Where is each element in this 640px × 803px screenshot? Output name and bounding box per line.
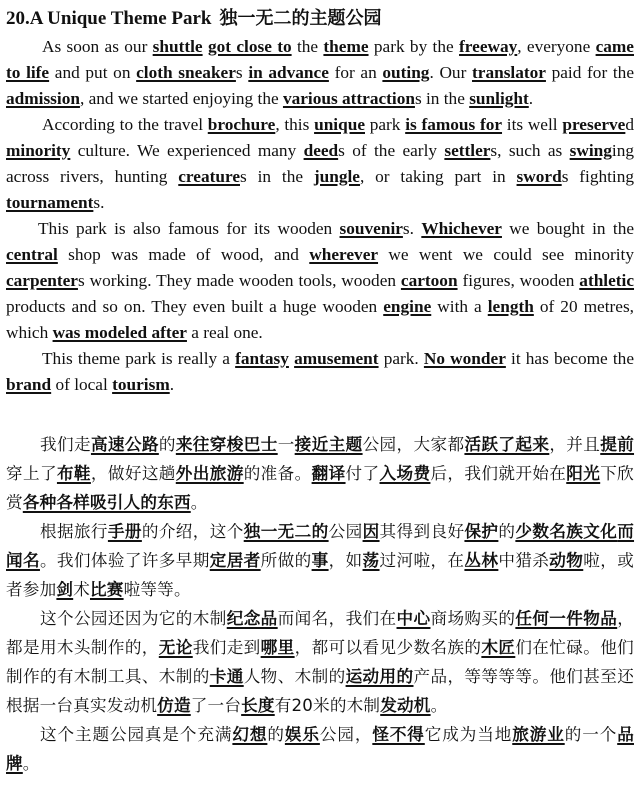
vocabulary-term: 纪念品: [226, 609, 278, 628]
vocabulary-term: minority: [6, 141, 71, 160]
body-text: park: [365, 115, 406, 134]
body-text: 而闻名，我们在: [277, 609, 397, 628]
body-text: s, such as: [490, 141, 570, 160]
body-text: of local: [51, 375, 113, 394]
english-paragraph-3: [6, 216, 634, 346]
vocabulary-term: 事: [311, 551, 329, 570]
body-text: 付了: [345, 464, 380, 483]
vocabulary-term: 而闻名: [6, 522, 635, 570]
vocabulary-term: 中心: [396, 609, 431, 628]
vocabulary-term: 阳光: [566, 464, 601, 483]
body-text: 的准备。: [243, 464, 312, 483]
vocabulary-term: various attraction: [282, 89, 415, 108]
body-text: figures, wooden: [457, 271, 580, 290]
vocabulary-term: central: [6, 245, 58, 264]
body-text: 公园，: [319, 725, 373, 744]
vocabulary-term: 木匠: [481, 638, 516, 657]
vocabulary-term: 卡通: [209, 667, 244, 686]
body-text: ，并且: [549, 435, 601, 454]
body-text: park by the: [368, 37, 460, 56]
vocabulary-term: sword: [516, 167, 562, 186]
vocabulary-term: 荡: [362, 551, 380, 570]
body-text: s in the: [414, 89, 470, 108]
vocabulary-term: freeway: [459, 37, 518, 56]
body-text: 。: [22, 754, 40, 773]
body-text: s of the early: [338, 141, 445, 160]
vocabulary-term: 动物: [549, 551, 584, 570]
body-text: According to the travel: [42, 115, 208, 134]
body-text: 人物、木制的: [243, 667, 346, 686]
vocabulary-term: tourism: [112, 375, 170, 394]
body-text: 的: [267, 725, 285, 744]
english-passage: [6, 34, 634, 398]
body-text: 了一台: [190, 696, 242, 715]
body-text: 啦，或者参加: [6, 551, 634, 599]
section-gap: [6, 398, 634, 430]
body-text: ，如: [328, 551, 363, 570]
body-text: s in the: [240, 167, 314, 186]
vocabulary-term: 无论: [158, 638, 193, 657]
body-text: s.: [93, 193, 105, 212]
body-text: .: [169, 375, 175, 394]
vocabulary-term: settler: [444, 141, 491, 160]
title-english: 20.A Unique Theme Park: [6, 8, 212, 29]
body-text: 它成为当地: [424, 725, 513, 744]
body-text: , and we started enjoying the: [79, 89, 283, 108]
body-text: .: [528, 89, 534, 108]
body-text: paid for the: [545, 63, 634, 82]
body-text: 商场购买的: [430, 609, 516, 628]
body-text: As soon as our: [42, 37, 153, 56]
vocabulary-term: outing: [382, 63, 430, 82]
body-text: 。我们体验了许多早期: [39, 551, 210, 570]
body-text: , this: [275, 115, 315, 134]
body-text: 啦等等。: [123, 580, 191, 599]
vocabulary-term: wherever: [309, 245, 379, 264]
vocabulary-term: athletic: [579, 271, 635, 290]
body-text: products and so on. They even built a huge wooden: [6, 297, 384, 316]
vocabulary-term: 比赛: [89, 580, 124, 599]
vocabulary-term: 高速公路: [90, 435, 159, 454]
vocabulary-term: engine: [383, 297, 432, 316]
vocabulary-term: 接近主题: [294, 435, 363, 454]
vocabulary-term: cartoon: [400, 271, 458, 290]
body-text: we bought in the: [501, 219, 635, 238]
vocabulary-term: swing: [569, 141, 612, 160]
vocabulary-term: 布鞋: [56, 464, 91, 483]
vocabulary-term: 定居者: [209, 551, 261, 570]
vocabulary-term: admission: [6, 89, 80, 108]
vocabulary-term: 手册: [107, 522, 142, 541]
vocabulary-term: fantasy: [235, 349, 289, 368]
body-text: 公园: [328, 522, 363, 541]
vocabulary-term: is famous for: [405, 115, 503, 134]
body-text: 其得到良好: [379, 522, 465, 541]
vocabulary-term: shuttle: [152, 37, 203, 56]
vocabulary-term: carpenter: [6, 271, 78, 290]
body-text: of 20 metres, which: [6, 297, 634, 342]
body-text: the: [291, 37, 324, 56]
chinese-paragraph-4: [6, 720, 634, 778]
vocabulary-term: 哪里: [260, 638, 295, 657]
vocabulary-term: 剑: [56, 580, 74, 599]
vocabulary-term: 来往穿梭巴士: [175, 435, 278, 454]
vocabulary-term: 少数名族文化: [515, 522, 618, 541]
vocabulary-term: 丛林: [464, 551, 499, 570]
body-text: 这个公园还因为它的木制: [40, 609, 227, 628]
vocabulary-term: creature: [178, 167, 240, 186]
body-text: its well: [502, 115, 563, 134]
body-text: 的一个: [564, 725, 618, 744]
vocabulary-term: 各种各样吸引人的东西: [22, 493, 191, 512]
vocabulary-term: brochure: [207, 115, 276, 134]
body-text: 根据旅行: [40, 522, 108, 541]
body-text: This theme park is really a: [42, 349, 236, 368]
body-text: for an: [328, 63, 383, 82]
body-text: s.: [402, 219, 422, 238]
vocabulary-term: 任何一件物品: [515, 609, 618, 628]
body-text: park.: [378, 349, 424, 368]
vocabulary-term: Whichever: [421, 219, 502, 238]
vocabulary-term: amusement: [294, 349, 379, 368]
vocabulary-term: 外出旅游: [175, 464, 244, 483]
body-text: it has become the: [505, 349, 634, 368]
body-text: 。: [190, 493, 208, 512]
vocabulary-term: came to life: [6, 37, 634, 82]
body-text: 有20米的木制: [274, 696, 381, 715]
vocabulary-term: 保护: [464, 522, 499, 541]
body-text: we went we could see minority: [378, 245, 634, 264]
body-text: 们在忙碌。他们制作的有木制工具、木制的: [6, 638, 634, 686]
vocabulary-term: sunlight: [469, 89, 529, 108]
body-text: 的: [498, 522, 516, 541]
vocabulary-term: length: [487, 297, 534, 316]
body-text: s working. They made wooden tools, wooden: [77, 271, 401, 290]
vocabulary-term: souvenir: [339, 219, 403, 238]
vocabulary-term: 提前: [600, 435, 635, 454]
vocabulary-term: cloth sneaker: [136, 63, 236, 82]
english-paragraph-1: [6, 34, 634, 112]
body-text: 一: [277, 435, 295, 454]
body-text: , or taking part in: [359, 167, 517, 186]
english-paragraph-4: [6, 346, 634, 398]
vocabulary-term: 幻想: [232, 725, 268, 744]
vocabulary-term: 娱乐: [284, 725, 320, 744]
english-paragraph-2: [6, 112, 634, 216]
body-text: shop was made of wood, and: [57, 245, 310, 264]
body-text: s: [235, 63, 249, 82]
vocabulary-term: 品牌: [6, 725, 634, 773]
vocabulary-term: 旅游业: [512, 725, 565, 744]
vocabulary-term: 入场费: [379, 464, 431, 483]
body-text: s fighting: [561, 167, 634, 186]
vocabulary-term: 仿造: [157, 696, 191, 715]
vocabulary-term: brand: [6, 375, 52, 394]
chinese-passage: [6, 430, 634, 778]
vocabulary-term: jungle: [313, 167, 360, 186]
document-title: [6, 6, 634, 32]
title-chinese: 独一无二的主题公园: [219, 8, 382, 29]
vocabulary-term: 怪不得: [372, 725, 425, 744]
body-text: 所做的: [260, 551, 312, 570]
body-text: a real one.: [186, 323, 263, 342]
body-text: ，都可以看见少数名族的: [294, 638, 482, 657]
body-text: 中猎杀: [498, 551, 550, 570]
vocabulary-term: 发动机: [380, 696, 431, 715]
body-text: ，做好这趟: [90, 464, 176, 483]
chinese-paragraph-1: [6, 430, 634, 517]
vocabulary-term: 活跃了起来: [464, 435, 550, 454]
vocabulary-term: got close to: [207, 37, 292, 56]
vocabulary-term: 翻译: [311, 464, 346, 483]
body-text: 后，我们就开始在: [430, 464, 567, 483]
chinese-paragraph-3: [6, 604, 634, 720]
body-text: , everyone: [517, 37, 596, 56]
body-text: 过河啦，在: [379, 551, 465, 570]
body-text: d: [625, 115, 634, 134]
body-text: ，都是用木头制作的，: [6, 609, 635, 657]
body-text: and put on: [49, 63, 137, 82]
vocabulary-term: tournament: [6, 193, 94, 212]
body-text: 下欣赏: [6, 464, 634, 512]
vocabulary-term: 独一无二的: [243, 522, 329, 541]
vocabulary-term: 长度: [241, 696, 275, 715]
vocabulary-term: theme: [323, 37, 369, 56]
body-text: ing across rivers, hunting: [6, 141, 634, 186]
vocabulary-term: in advance: [248, 63, 329, 82]
body-text: 产品，等等等等。他们甚至还根据一台真实发动机: [6, 667, 635, 715]
body-text: 的介绍，这个: [141, 522, 244, 541]
vocabulary-term: unique: [314, 115, 365, 134]
vocabulary-term: deed: [303, 141, 339, 160]
vocabulary-term: 运动用的: [345, 667, 414, 686]
body-text: 的: [158, 435, 176, 454]
body-text: 我们走: [40, 435, 91, 454]
body-text: 穿上了: [6, 464, 57, 483]
body-text: This park is also famous for its wooden: [38, 219, 340, 238]
body-text: with a: [431, 297, 488, 316]
vocabulary-term: was modeled after: [52, 323, 187, 342]
body-text: . Our: [429, 63, 473, 82]
body-text: 。: [430, 696, 448, 715]
vocabulary-term: 因: [362, 522, 380, 541]
body-text: 这个主题公园真是个充满: [40, 725, 233, 744]
vocabulary-term: preserve: [562, 115, 626, 134]
body-text: culture. We experienced many: [70, 141, 304, 160]
body-text: 我们走到: [192, 638, 261, 657]
body-text: 术: [73, 580, 90, 599]
vocabulary-term: translator: [472, 63, 546, 82]
body-text: 公园，大家都: [362, 435, 465, 454]
chinese-paragraph-2: [6, 517, 634, 604]
vocabulary-term: No wonder: [423, 349, 506, 368]
